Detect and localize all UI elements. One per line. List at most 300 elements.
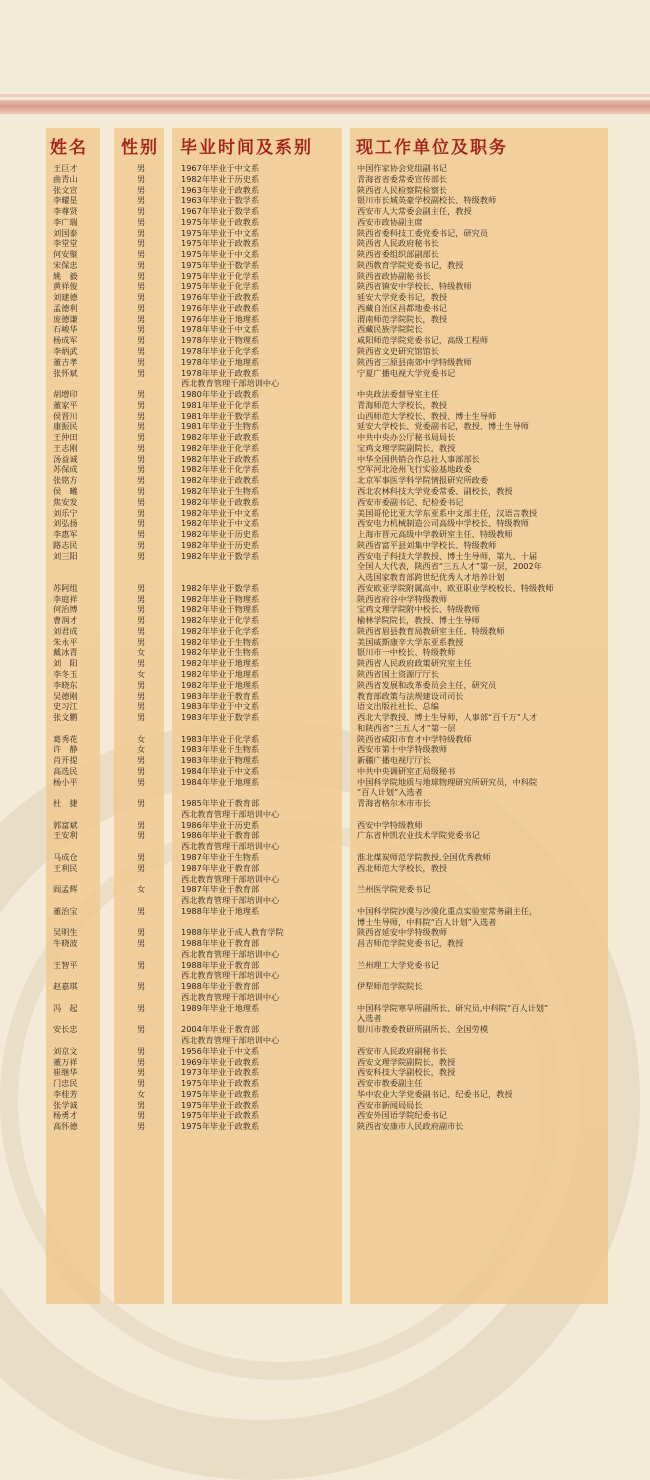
cell-gender: 男 [137, 238, 146, 249]
cell-gender: 男 [137, 421, 146, 432]
cell-graduation: 1988年毕业于教育部 [181, 981, 260, 992]
table-row [0, 992, 650, 1003]
cell-gender: 男 [137, 679, 146, 690]
table-row [0, 841, 650, 852]
table-row [0, 701, 650, 712]
cell-name: 焦安发 [53, 496, 78, 507]
cell-graduation: 1987年毕业于教育部 [181, 862, 260, 873]
cell-name: 孟德利 [53, 302, 78, 313]
table-row [0, 411, 650, 422]
cell-gender: 女 [137, 1088, 146, 1099]
cell-name: 朱永平 [53, 636, 78, 647]
cell-graduation: 1982年毕业于数学系 [181, 582, 260, 593]
table-row [0, 292, 650, 303]
cell-graduation: 1963年毕业于政教系 [181, 184, 260, 195]
cell-position: 宝鸡文理学院附中校长、特级教师 [357, 604, 480, 615]
table-row [0, 680, 650, 691]
cell-graduation: 1989年毕业于地理系 [181, 1002, 260, 1013]
cell-gender: 男 [137, 485, 146, 496]
cell-graduation: 1967年毕业于数学系 [181, 206, 260, 217]
cell-name: 王仲田 [53, 432, 78, 443]
cell-name: 董吉孝 [53, 356, 78, 367]
cell-graduation: 1982年毕业于生物系 [181, 647, 260, 658]
cell-graduation: 1985年毕业于教育部 [181, 798, 260, 809]
cell-position: 西安市委副书记、纪检委书记 [357, 496, 464, 507]
cell-gender: 女 [137, 647, 146, 658]
cell-name: 刘国泰 [53, 227, 78, 238]
cell-graduation: 西北教育管理干部培训中心 [181, 808, 280, 819]
cell-graduation: 1982年毕业于政教系 [181, 432, 260, 443]
cell-position: 空军河北沧州飞行实验基地政委 [357, 464, 472, 475]
table-row [0, 217, 650, 228]
cell-gender: 男 [137, 313, 146, 324]
cell-gender: 男 [137, 1056, 146, 1067]
cell-graduation: 西北教育管理干部培训中心 [181, 1035, 280, 1046]
cell-name: 侯 曦 [53, 485, 78, 496]
cell-gender: 男 [137, 227, 146, 238]
cell-name: 门忠民 [53, 1078, 78, 1089]
cell-position: 银川市教委教研所副所长、全国劳模 [357, 1024, 489, 1035]
table-row [0, 906, 650, 917]
cell-position: 陕西省三原县南郊中学特级教师 [357, 356, 472, 367]
cell-name: 宋保忠 [53, 259, 78, 270]
cell-position: 伊犁师范学院院长 [357, 981, 423, 992]
cell-position: 陕西省镇安中学校长、特级教师 [357, 281, 472, 292]
table-row [0, 787, 650, 798]
cell-graduation: 1988年毕业于教育部 [181, 938, 260, 949]
cell-name: 康振民 [53, 421, 78, 432]
cell-graduation: 1982年毕业于地理系 [181, 668, 260, 679]
cell-position: 中国科学院地质与地球物理研究所研究员，中科院 [357, 776, 538, 787]
cell-position: 中华全国供销合作总社人事部部长 [357, 453, 480, 464]
cell-position: 宝鸡文理学院副院长，教授 [357, 442, 456, 453]
cell-gender: 男 [137, 249, 146, 260]
cell-position: 西安市政协副主席 [357, 216, 423, 227]
table-row [0, 400, 650, 411]
cell-name: 杜 捷 [53, 798, 78, 809]
table-row [0, 809, 650, 820]
cell-name: 李尊贤 [53, 206, 78, 217]
table-row [0, 368, 650, 379]
cell-name: 曲青山 [53, 173, 78, 184]
table-row [0, 572, 650, 583]
cell-name: 李晓东 [53, 679, 78, 690]
cell-position: 延安大学校长、党委副书记，教授、博士生导师 [357, 421, 529, 432]
cell-position: 陕西省眉县教育局教研室主任、特级教师 [357, 625, 505, 636]
cell-position: 中共中央调研室正局级秘书 [357, 765, 456, 776]
table-row [0, 647, 650, 658]
cell-graduation: 1976年毕业于政教系 [181, 292, 260, 303]
cell-position: 陕西省发展和改革委员会主任，研究员 [357, 679, 497, 690]
cell-gender: 女 [137, 733, 146, 744]
table-row [0, 195, 650, 206]
cell-gender: 男 [137, 195, 146, 206]
cell-gender: 男 [137, 399, 146, 410]
table-row [0, 432, 650, 443]
cell-gender: 女 [137, 744, 146, 755]
cell-position: 西安欧亚学院附属高中、欧亚职业学校校长、特级教师 [357, 582, 554, 593]
cell-graduation: 1975年毕业于中文系 [181, 249, 260, 260]
cell-position: 西安市新闻局局长 [357, 1099, 423, 1110]
cell-name: 庞德谦 [53, 313, 78, 324]
table-row [0, 421, 650, 432]
cell-position: 陕西省咸阳市育才中学特级教师 [357, 733, 472, 744]
cell-gender: 男 [137, 550, 146, 561]
cell-position: 教育部政策与法规建设司司长 [357, 690, 464, 701]
cell-graduation: 1975年毕业于化学系 [181, 270, 260, 281]
table-row [0, 1089, 650, 1100]
cell-graduation: 1982年毕业于中文系 [181, 507, 260, 518]
cell-gender: 男 [137, 1024, 146, 1035]
header-name: 姓名 [50, 138, 88, 158]
cell-graduation: 1984年毕业于地理系 [181, 776, 260, 787]
cell-name: 刘 阳 [53, 658, 78, 669]
cell-name: 苏保成 [53, 464, 78, 475]
cell-name: 何安聚 [53, 249, 78, 260]
table-row [0, 960, 650, 971]
cell-position: 中共中央办公厅秘书局局长 [357, 432, 456, 443]
cell-position: 西安市人大常委会副主任，教授 [357, 206, 472, 217]
cell-name: 李桂芳 [53, 1088, 78, 1099]
table-row [0, 389, 650, 400]
cell-name: 胡增印 [53, 389, 78, 400]
cell-gender: 男 [137, 852, 146, 862]
cell-position: 兰州理工大学党委书记 [357, 959, 439, 970]
cell-gender: 男 [137, 1121, 146, 1132]
cell-name: 刘乐宁 [53, 507, 78, 518]
table-row [0, 626, 650, 637]
cell-position: 美国哥伦比亚大学东亚系中文部主任，汉语言教授 [357, 507, 538, 518]
cell-position: 陕西省文史研究馆馆长 [357, 346, 439, 357]
table-row [0, 863, 650, 874]
cell-name: 崔继华 [53, 1067, 78, 1078]
table-row [0, 766, 650, 777]
cell-name: 赵嘉琪 [53, 981, 78, 992]
cell-graduation: 2004年毕业于教育部 [181, 1024, 260, 1035]
table-row [0, 949, 650, 960]
cell-position: 广东省仲凯农业技术学院党委书记 [357, 830, 480, 841]
cell-position: 银川市长城英豪学校副校长、特级教师 [357, 195, 497, 206]
cell-graduation: 1982年毕业于政教系 [181, 475, 260, 486]
cell-position: 青海省格尔木市市长 [357, 798, 431, 809]
cell-gender: 男 [137, 259, 146, 270]
table-row [0, 1013, 650, 1024]
cell-gender: 男 [137, 981, 146, 992]
cell-gender: 男 [137, 163, 146, 173]
cell-position: 西藏民族学院院长 [357, 324, 423, 335]
table-row [0, 938, 650, 949]
cell-graduation: 1963年毕业于数学系 [181, 195, 260, 206]
cell-graduation: 1975年毕业于政教系 [181, 1099, 260, 1110]
cell-position: 西安市人民政府副秘书长 [357, 1045, 448, 1056]
cell-position: 中国科学院寒旱所副所长、研究员,中科院“百人计划” [357, 1002, 549, 1013]
cell-position: 和陕西省“三五人才”第一层 [357, 722, 456, 733]
cell-gender: 男 [137, 410, 146, 421]
cell-name: 董万祥 [53, 1056, 78, 1067]
table-row [0, 378, 650, 389]
cell-position: 银川市一中校长、特级教师 [357, 647, 456, 658]
alumni-table [0, 163, 650, 1132]
cell-graduation: 1982年毕业于地理系 [181, 679, 260, 690]
cell-gender: 男 [137, 367, 146, 378]
cell-graduation: 1988年毕业于教育部 [181, 959, 260, 970]
table-row [0, 1067, 650, 1078]
cell-graduation: 1980年毕业于政教系 [181, 389, 260, 400]
cell-gender: 男 [137, 959, 146, 970]
cell-name: 董家平 [53, 399, 78, 410]
table-row [0, 1100, 650, 1111]
cell-graduation: 1978年毕业于物理系 [181, 335, 260, 346]
table-row [0, 798, 650, 809]
cell-name: 刘弘扬 [53, 518, 78, 529]
cell-name: 马成仓 [53, 852, 78, 862]
table-row [0, 346, 650, 357]
table-row [0, 163, 650, 174]
cell-position: 陕西省人民政府秘书长 [357, 238, 439, 249]
cell-graduation: 1982年毕业于中文系 [181, 518, 260, 529]
table-row [0, 755, 650, 766]
cell-graduation: 1975年毕业于政教系 [181, 1088, 260, 1099]
cell-name: 李广瑞 [53, 216, 78, 227]
cell-gender: 男 [137, 539, 146, 550]
table-row [0, 852, 650, 863]
cell-position: 陕西省政协副秘书长 [357, 270, 431, 281]
cell-position: 咸阳师范学院党委书记，高级工程师 [357, 335, 489, 346]
cell-graduation: 1978年毕业于地理系 [181, 356, 260, 367]
cell-position: 中国作家协会党组副书记 [357, 163, 448, 173]
cell-name: 高选民 [53, 765, 78, 776]
cell-name: 张文宣 [53, 184, 78, 195]
table-row [0, 1024, 650, 1035]
cell-graduation: 西北教育管理干部培训中心 [181, 970, 280, 981]
cell-graduation: 1982年毕业于政教系 [181, 453, 260, 464]
cell-position: 美国威斯康辛大学东亚系教授 [357, 636, 464, 647]
cell-name: 张文鹏 [53, 712, 78, 723]
cell-gender: 男 [137, 346, 146, 357]
cell-name: 冯 起 [53, 1002, 78, 1013]
cell-graduation: 1988年毕业于地理系 [181, 905, 260, 916]
cell-gender: 男 [137, 389, 146, 400]
cell-name: 郭富斌 [53, 819, 78, 830]
table-row [0, 238, 650, 249]
table-row [0, 723, 650, 734]
table-row [0, 820, 650, 831]
table-row [0, 917, 650, 928]
cell-name: 王志刚 [53, 442, 78, 453]
cell-gender: 男 [137, 529, 146, 540]
table-row [0, 691, 650, 702]
cell-graduation: 1978年毕业于政教系 [181, 367, 260, 378]
cell-name: 肖开提 [53, 755, 78, 766]
cell-gender: 男 [137, 819, 146, 830]
table-row [0, 454, 650, 465]
cell-gender: 男 [137, 432, 146, 443]
table-row [0, 830, 650, 841]
cell-gender: 男 [137, 442, 146, 453]
cell-gender: 男 [137, 1099, 146, 1110]
table-row [0, 271, 650, 282]
cell-gender: 男 [137, 464, 146, 475]
cell-gender: 男 [137, 335, 146, 346]
cell-name: 戴冰青 [53, 647, 78, 658]
cell-position: 陕西教育学院党委书记，教授 [357, 259, 464, 270]
cell-graduation: 1982年毕业于物理系 [181, 593, 260, 604]
cell-graduation: 西北教育管理干部培训中心 [181, 873, 280, 884]
table-row [0, 529, 650, 540]
cell-name: 葛秀花 [53, 733, 78, 744]
cell-gender: 男 [137, 798, 146, 809]
cell-graduation: 1975年毕业于政教系 [181, 238, 260, 249]
cell-name: 刘三阳 [53, 550, 78, 561]
table-row [0, 281, 650, 292]
cell-name: 刘建德 [53, 292, 78, 303]
table-row [0, 583, 650, 594]
cell-name: 汤益诚 [53, 453, 78, 464]
cell-position: 榆林学院院长，教授、博士生导师 [357, 615, 480, 626]
cell-graduation: 西北教育管理干部培训中心 [181, 841, 280, 852]
cell-graduation: 1975年毕业于数学系 [181, 259, 260, 270]
cell-name: 杨成军 [53, 335, 78, 346]
cell-position: 青海省省委常委宣传部长 [357, 173, 448, 184]
cell-position: 新疆广播电视厅厅长 [357, 755, 431, 766]
header-gender: 性别 [121, 138, 159, 158]
table-row [0, 324, 650, 335]
cell-graduation: 西北教育管理干部培训中心 [181, 378, 280, 389]
cell-gender: 男 [137, 905, 146, 916]
cell-name: 王利民 [53, 862, 78, 873]
cell-graduation: 1978年毕业于化学系 [181, 346, 260, 357]
table-row [0, 1035, 650, 1046]
table-row [0, 1057, 650, 1068]
cell-name: 杨小平 [53, 776, 78, 787]
cell-gender: 男 [137, 281, 146, 292]
table-row [0, 540, 650, 551]
cell-gender: 男 [137, 658, 146, 669]
cell-graduation: 1982年毕业于政教系 [181, 496, 260, 507]
cell-name: 张铭方 [53, 475, 78, 486]
cell-position: 延安大学党委书记，教授 [357, 292, 448, 303]
table-row [0, 464, 650, 475]
cell-position: 陕西省人民检察院检察长 [357, 184, 448, 195]
cell-graduation: 1982年毕业于生物系 [181, 636, 260, 647]
cell-gender: 男 [137, 593, 146, 604]
cell-name: 牛晓波 [53, 938, 78, 949]
cell-position: 渭南师范学院院长，教授 [357, 313, 448, 324]
cell-name: 安长忠 [53, 1024, 78, 1035]
cell-graduation: 西北教育管理干部培训中心 [181, 948, 280, 959]
cell-name: 李耀星 [53, 195, 78, 206]
cell-name: 何治博 [53, 604, 78, 615]
table-row [0, 228, 650, 239]
table-row [0, 669, 650, 680]
cell-position: 淮北煤炭师范学院教授,全国优秀教师 [357, 852, 491, 862]
table-row [0, 508, 650, 519]
cell-graduation: 1982年毕业于化学系 [181, 625, 260, 636]
cell-position: 陕西省国土资源厅厅长 [357, 668, 439, 679]
cell-position: 西安文理学院副院长，教授 [357, 1056, 456, 1067]
cell-name: 王智平 [53, 959, 78, 970]
cell-position: 西安市教委副主任 [357, 1078, 423, 1089]
cell-gender: 男 [137, 475, 146, 486]
cell-graduation: 1975年毕业于政教系 [181, 1078, 260, 1089]
table-row [0, 884, 650, 895]
table-row [0, 1078, 650, 1089]
cell-graduation: 1981年毕业于生物系 [181, 421, 260, 432]
header-graduation: 毕业时间及系别 [180, 138, 313, 158]
table-row [0, 185, 650, 196]
cell-gender: 男 [137, 615, 146, 626]
table-header [0, 133, 650, 159]
table-row [0, 658, 650, 669]
cell-name: 杨勇才 [53, 1110, 78, 1121]
cell-position: 西北师范大学校长，教授 [357, 862, 448, 873]
table-row [0, 249, 650, 260]
table-row [0, 777, 650, 788]
cell-name: 王巨才 [53, 163, 78, 173]
table-row [0, 486, 650, 497]
table-row [0, 734, 650, 745]
table-row [0, 1121, 650, 1132]
cell-position: 北京军事医学科学院情报研究所政委 [357, 475, 489, 486]
cell-name: 李庭祥 [53, 593, 78, 604]
cell-position: 西安电子科技大学教授、博士生导师，第九、十届 [357, 550, 538, 561]
table-row [0, 927, 650, 938]
cell-gender: 男 [137, 690, 146, 701]
cell-graduation: 1967年毕业于中文系 [181, 163, 260, 173]
cell-position: 入选者 [357, 1013, 382, 1024]
cell-gender: 男 [137, 173, 146, 184]
cell-graduation: 西北教育管理干部培训中心 [181, 895, 280, 906]
cell-graduation: 1983年毕业于化学系 [181, 733, 260, 744]
cell-gender: 男 [137, 1067, 146, 1078]
cell-position: 陕西省富平县刘集中学校长、特级教师 [357, 539, 497, 550]
cell-gender: 男 [137, 636, 146, 647]
cell-position: 陕西省延安中学特级教师 [357, 927, 448, 938]
cell-position: 博士生导师，中科院“百人计划”入选者 [357, 916, 497, 927]
cell-position: 全国人大代表，陕西省“三五人才”第一层，2002年 [357, 561, 542, 572]
cell-position: 陕西省安康市人民政府副市长 [357, 1121, 464, 1132]
cell-name: 石峻华 [53, 324, 78, 335]
cell-gender: 男 [137, 712, 146, 723]
cell-gender: 男 [137, 292, 146, 303]
cell-graduation: 1982年毕业于化学系 [181, 615, 260, 626]
decorative-red-band [0, 100, 650, 114]
table-row [0, 594, 650, 605]
cell-position: 陕西省委组织部副部长 [357, 249, 439, 260]
cell-graduation: 1982年毕业于化学系 [181, 464, 260, 475]
cell-graduation: 西北教育管理干部培训中心 [181, 991, 280, 1002]
cell-position: 华中农业大学党委副书记、纪委书记，教授 [357, 1088, 513, 1099]
cell-graduation: 1982年毕业于生物系 [181, 485, 260, 496]
cell-position: 陕西省委科技工委党委书记，研究员 [357, 227, 489, 238]
table-row [0, 518, 650, 529]
cell-graduation: 1982年毕业于历史系 [181, 529, 260, 540]
table-row [0, 551, 650, 562]
cell-name: 吴德刚 [53, 690, 78, 701]
cell-graduation: 1983年毕业于物理系 [181, 755, 260, 766]
cell-graduation: 1982年毕业于地理系 [181, 658, 260, 669]
cell-position: 昌吉师范学院党委书记，教授 [357, 938, 464, 949]
cell-position: “百人计划”入选者 [357, 787, 423, 798]
table-row [0, 260, 650, 271]
cell-name: 苏阿组 [53, 582, 78, 593]
table-row [0, 744, 650, 755]
cell-graduation: 1983年毕业于生物系 [181, 744, 260, 755]
table-row [0, 335, 650, 346]
table-row [0, 712, 650, 723]
cell-gender: 男 [137, 206, 146, 217]
cell-position: 西藏自治区昌都地委书记 [357, 302, 448, 313]
